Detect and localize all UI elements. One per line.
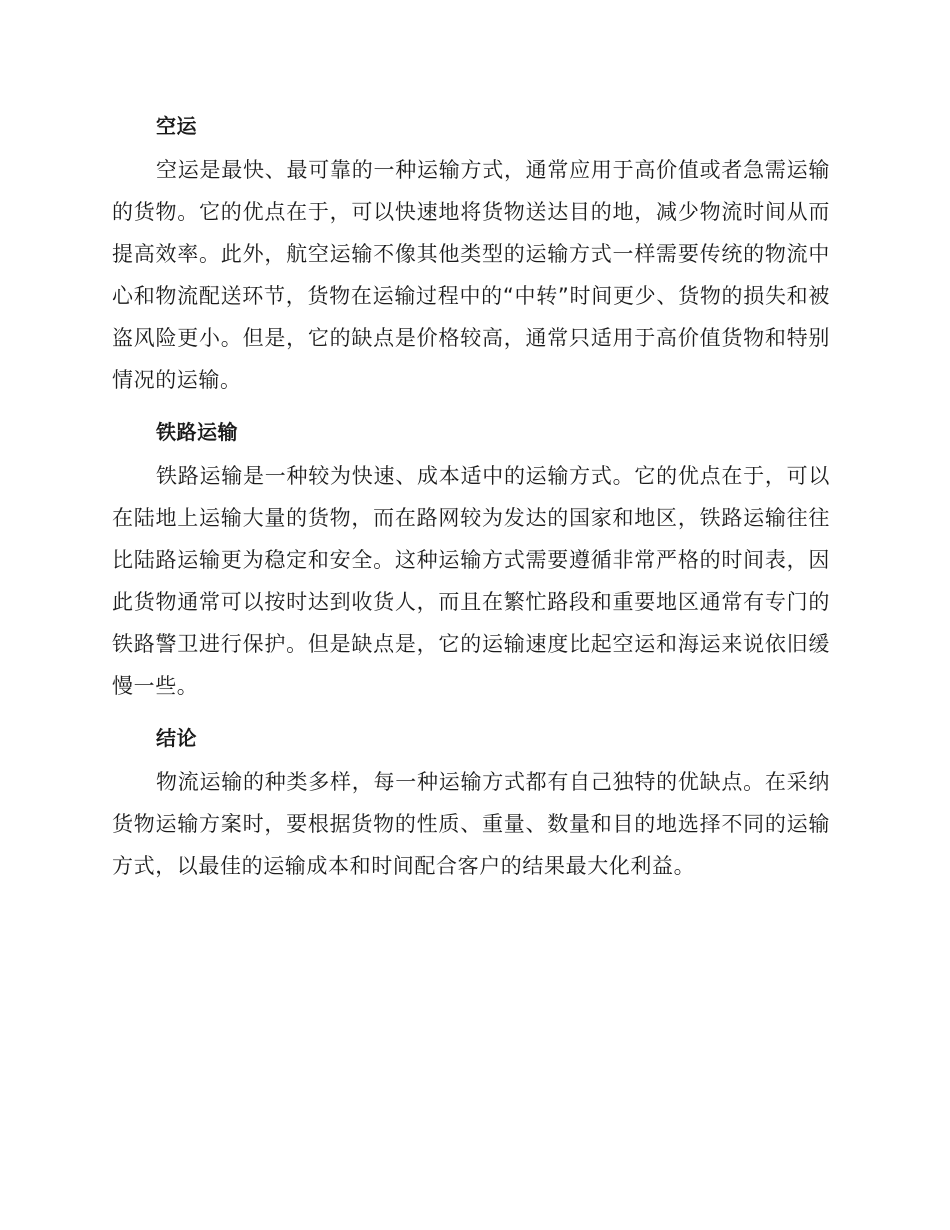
paragraph-conclusion: 物流运输的种类多样，每一种运输方式都有自己独特的优缺点。在采纳货物运输方案时，要根据货物的性质、重量、数量和目的地选择不同的运输方式，以最佳的运输成本和时间配合客户的结果最大化利益。 (112, 770, 830, 878)
document-page (112, 103, 830, 895)
paragraph-air: 空运是最快、最可靠的一种运输方式，通常应用于高价值或者急需运输的货物。它的优点在于，可以快速地将货物送达目的地，减少物流时间从而提高效率。此外，航空运输不像其他类型的运输方式一样需要传统的物流中心和物流配送环节，货物在运输过程中的“中转”时间更少、货物的损失和被盗风险更小。但是，它的缺点是价格较高，通常只适用于高价值货物和特别情况的运输。 (112, 158, 830, 392)
section-heading-conclusion: 结论 (156, 726, 197, 750)
paragraph-rail: 铁路运输是一种较为快速、成本适中的运输方式。它的优点在于，可以在陆地上运输大量的货物，而在路网较为发达的国家和地区，铁路运输往往比陆路运输更为稳定和安全。这种运输方式需要遵循非常严格的时间表，因此货物通常可以按时达到收货人，而且在繁忙路段和重要地区通常有专门的铁路警卫进行保护。但是缺点是，它的运输速度比起空运和海运来说依旧缓慢一些。 (112, 464, 830, 698)
section-rail-transport (112, 409, 830, 707)
section-air-transport (112, 103, 830, 401)
section-heading-air: 空运 (156, 114, 197, 138)
section-heading-rail: 铁路运输 (156, 420, 238, 444)
section-conclusion (112, 715, 830, 887)
